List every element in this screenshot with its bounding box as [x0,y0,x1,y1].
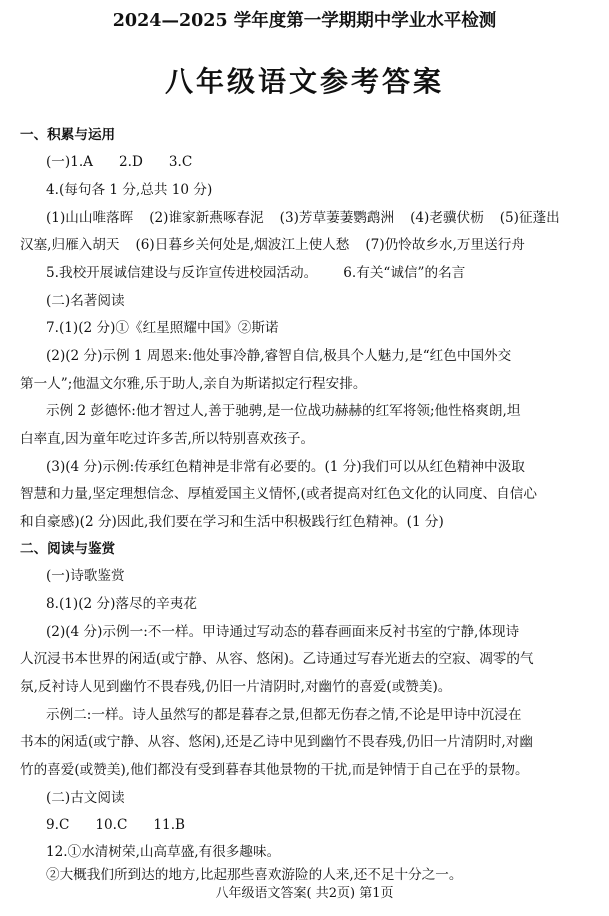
q4-heading: 4.(每句各 1 分,总共 10 分) [46,182,213,198]
answer-q3: 3.C [168,154,193,170]
q5-q6-answers [46,264,592,282]
answer-q10: 10.C [95,817,128,833]
subsection-poetry: (一)诗歌鉴赏 [46,568,125,584]
answer-q8-1: 8.(1)(2 分)落尽的辛夷花 [46,596,197,612]
subsection-classic-reading: (二)名著阅读 [46,293,125,309]
answer-q1: 1.A [70,154,93,170]
answer-q7-2-line-2: 第一人”;他温文尔雅,乐于助人,亲自为斯诺拟定行程安排。 [20,376,367,392]
q4-answers-line-2 [20,236,592,254]
answer-q8-example2-line-2: 书本的闲适(或宁静、从容、悠闲),还是乙诗中见到幽竹不畏春残,仍旧一片清阴时,对幽 [20,734,533,750]
mc-answers-1-3 [46,153,592,171]
page-footer: 八年级语文答案( 共2页) 第1页 [215,886,394,901]
answer-q12-1: 12.①水清树荣,山高草盛,有很多趣味。 [46,844,281,860]
answer-q7-example2-line-2: 白率直,因为童年吃过许多苦,所以特别喜欢孩子。 [20,431,315,447]
answer-q8-example2-line-3: 竹的喜爱(或赞美),他们都没有受到暮春其他景物的干扰,而是钟情于自己在乎的景物。 [20,762,529,778]
q4-item-3: (3)芳草萋萋鹦鹉洲 [279,210,395,226]
q4-item-6: (6)日暮乡关何处是,烟波江上使人愁 [135,237,350,253]
answer-q8-2-line-1: (2)(4 分)示例一:不一样。甲诗通过写动态的暮春画面来反衬书室的宁静,体现诗 [46,624,520,640]
q4-item-1: (1)山山唯落晖 [46,210,134,226]
q4-item-5-cont: 汉塞,归雁入胡天 [20,237,120,253]
q4-item-5: (5)征蓬出 [499,210,560,226]
answer-q7-3-line-2: 智慧和力量,坚定理想信念、厚植爱国主义情怀,(或者提高对红色文化的认同度、自信心 [20,486,537,502]
q4-item-7: (7)仍怜故乡水,万里送行舟 [365,237,525,253]
answer-q12-2: ②大概我们所到达的地方,比起那些喜欢游险的人来,还不足十分之一。 [46,867,463,883]
mc-answers-9-11 [46,816,592,834]
answer-q11: 11.B [153,817,186,833]
q4-item-4: (4)老骥伏枥 [410,210,484,226]
answer-q8-2-line-3: 氛,反衬诗人见到幽竹不畏春残,仍旧一片清阴时,对幽竹的喜爱(或赞美)。 [20,679,452,695]
answer-q8-2-line-2: 人沉浸书本世界的闲适(或宁静、从容、悠闲)。乙诗通过写春光逝去的空寂、凋零的气 [20,651,534,667]
answer-q9: 9.C [46,817,70,833]
q4-answers-line-1 [46,209,592,227]
section-heading-accumulation: 一、积累与运用 [20,127,116,143]
answer-q7-3-line-1: (3)(4 分)示例:传承红色精神是非常有必要的。(1 分)我们可以从红色精神中汲取 [46,459,525,475]
subsection-label: (一) [46,154,71,170]
answer-q5: 5.我校开展诚信建设与反诈宣传进校园活动。 [46,265,318,281]
answer-q7-1: 7.(1)(2 分)①《红星照耀中国》②斯诺 [46,320,279,336]
answer-q8-example2-line-1: 示例二:一样。诗人虽然写的都是暮春之景,但都无伤春之情,不论是甲诗中沉浸在 [46,707,522,723]
answer-q2: 2.D [119,154,143,170]
answer-q7-3-line-3: 和自豪感)(2 分)因此,我们要在学习和生活中积极践行红色精神。(1 分) [20,514,444,530]
answer-q6: 6.有关“诚信”的名言 [343,265,466,281]
answer-q7-2-line-1: (2)(2 分)示例 1 周恩来:他处事冷静,睿智自信,极具个人魅力,是“红色中国外交 [46,348,512,364]
section-heading-reading: 二、阅读与鉴赏 [20,541,116,557]
exam-title: 2024—2025 学年度第一学期期中学业水平检测 [112,11,497,31]
subsection-classical-chinese: (二)古文阅读 [46,790,125,806]
document-title: 八年级语文参考答案 [164,65,444,98]
answer-q7-example2-line-1: 示例 2 彭德怀:他才智过人,善于驰骋,是一位战功赫赫的红军将领;他性格爽朗,坦 [46,403,521,419]
q4-item-2: (2)谁家新燕啄春泥 [149,210,264,226]
